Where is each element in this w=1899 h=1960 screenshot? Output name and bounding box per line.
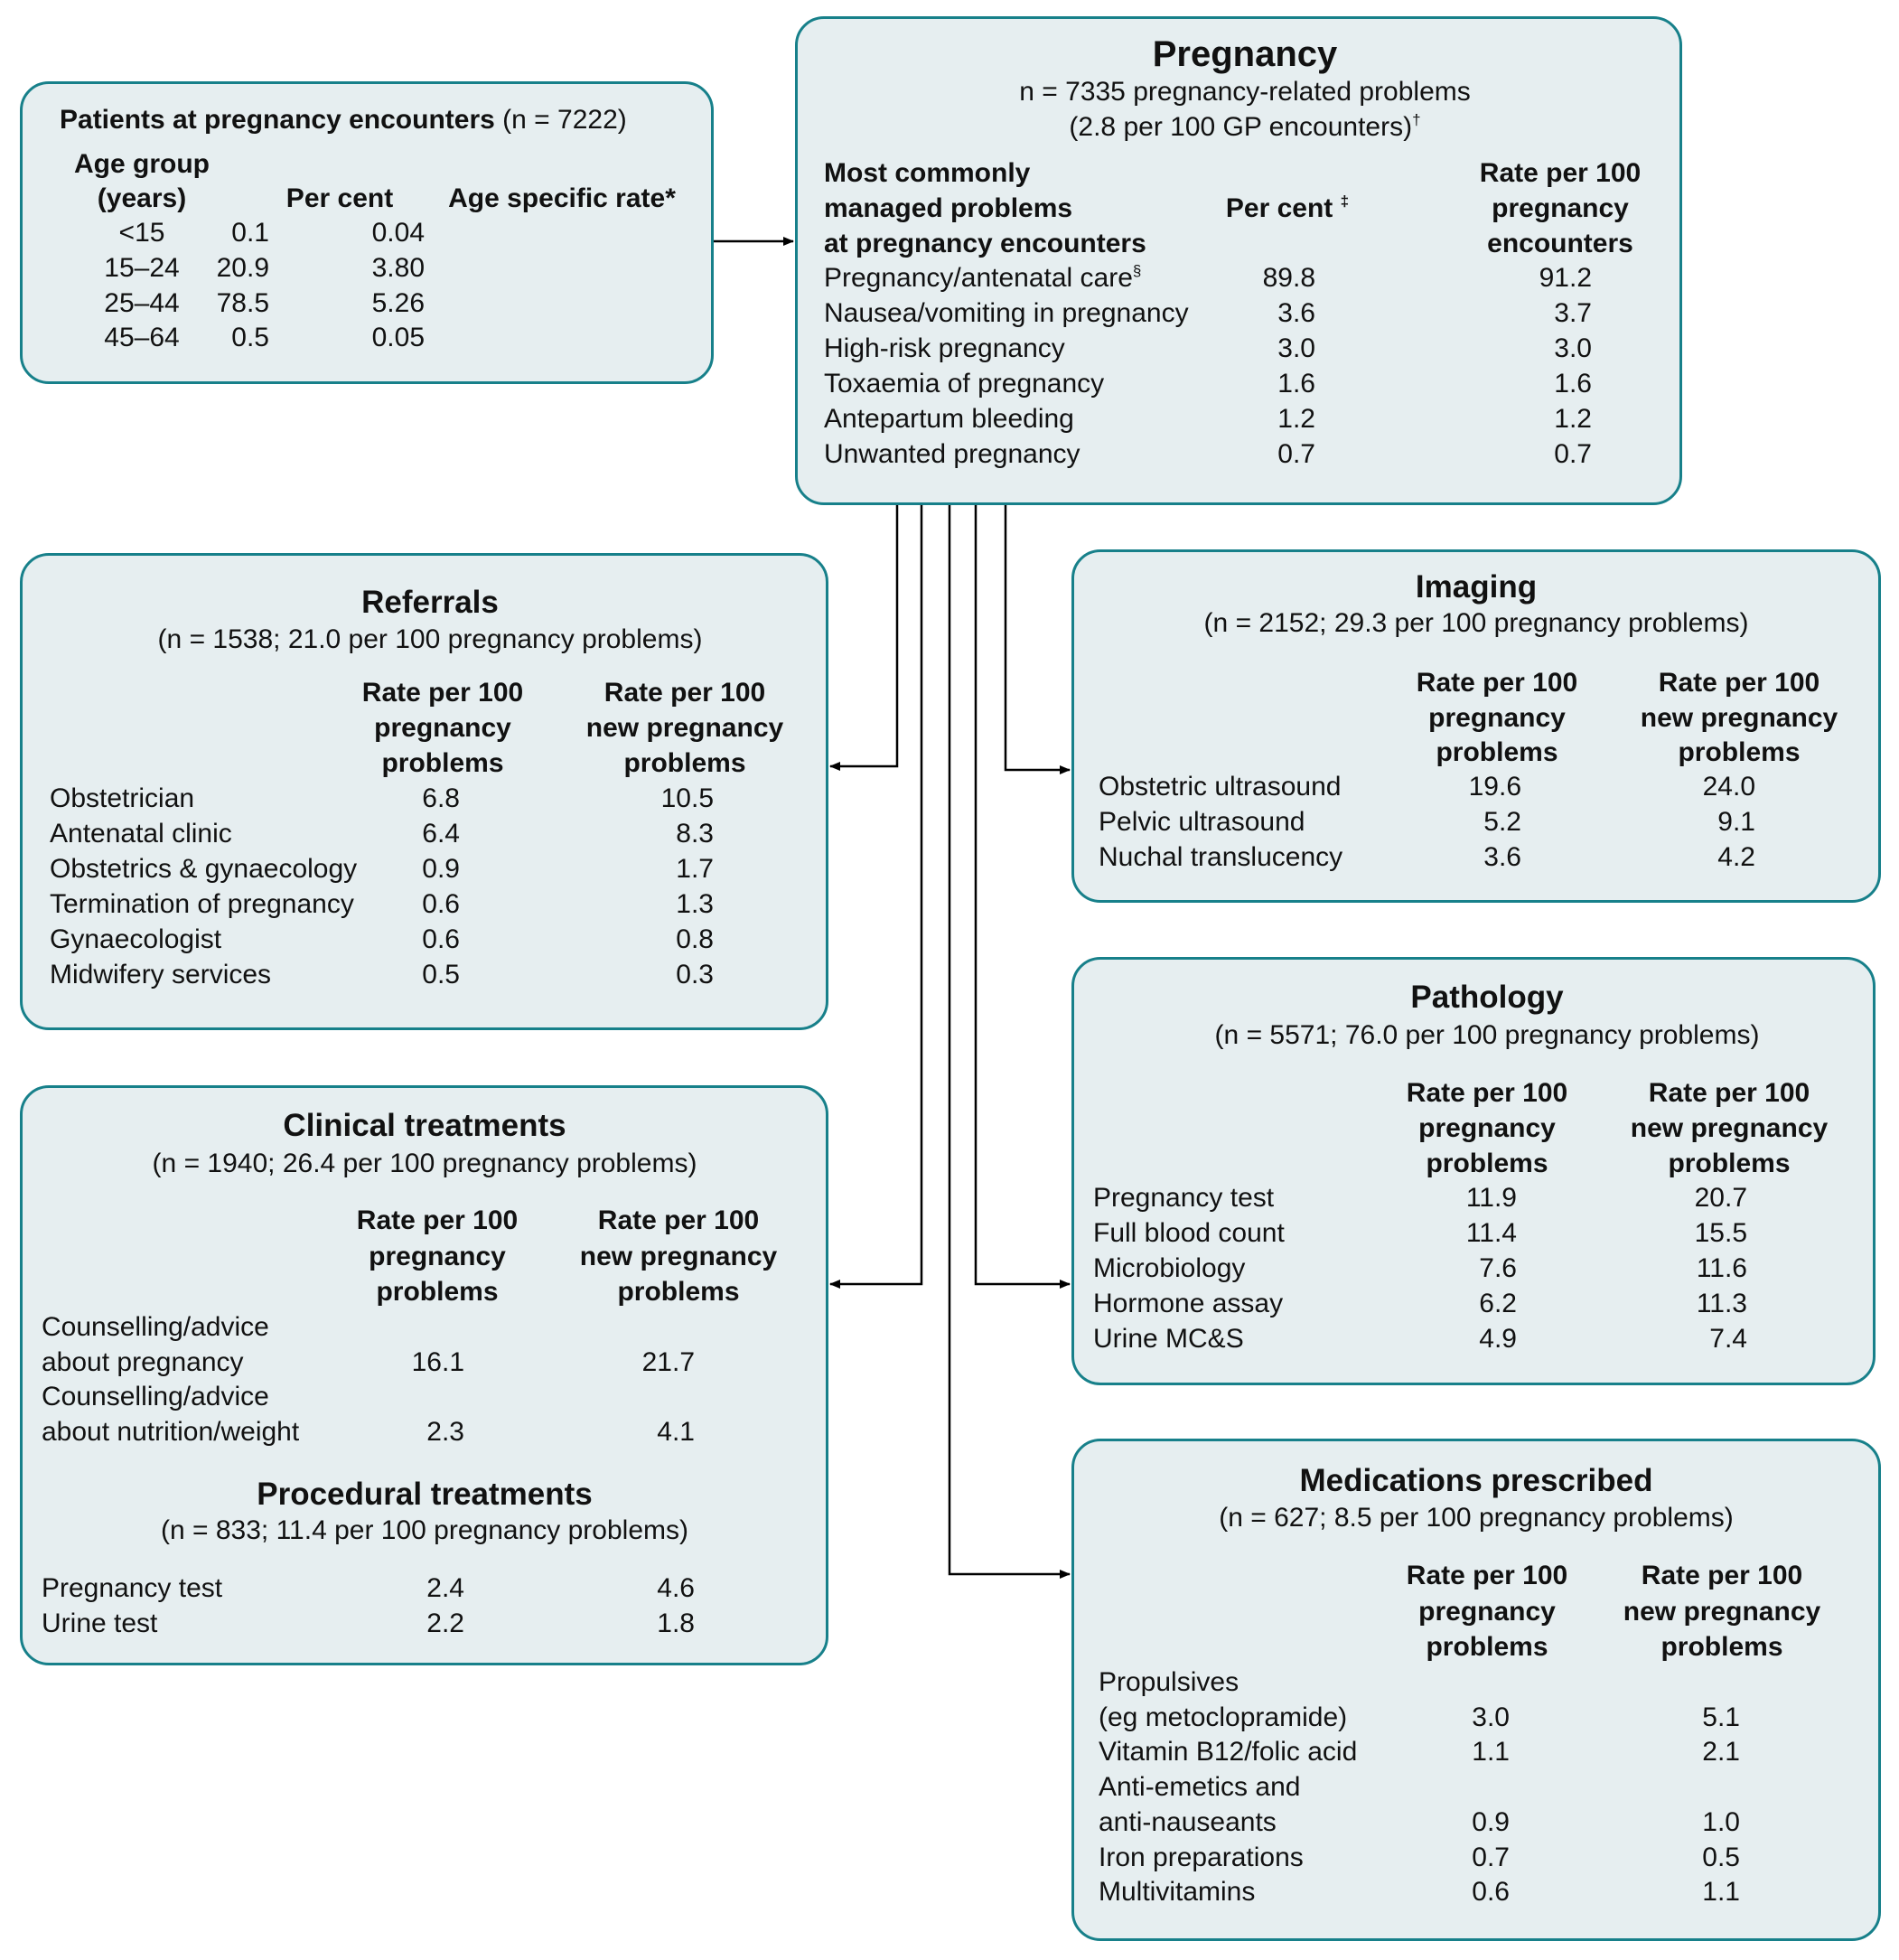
- medications-row-label: Vitamin B12/folic acid: [1099, 1737, 1358, 1768]
- referrals-rate-cell: 6.4: [422, 819, 460, 849]
- pathology-row-label: Pregnancy test: [1093, 1183, 1275, 1213]
- age-group-cell: <15: [118, 218, 165, 248]
- problem-label: [824, 332, 1065, 366]
- medications-row-label: Propulsives: [1099, 1667, 1239, 1697]
- problem-rate-cell: 3.0: [1554, 333, 1592, 363]
- medications-rate-cell: 0.7: [1472, 1842, 1510, 1872]
- clinical-rate-cell: 16.1: [411, 1346, 464, 1377]
- pathology-row-label: Urine MC&S: [1093, 1324, 1244, 1354]
- medications-row-label: anti-nauseants: [1099, 1806, 1277, 1837]
- age-group-cell: 25–44: [104, 288, 180, 318]
- medications-col1-header-line2: pregnancy: [1418, 1597, 1556, 1627]
- percent-header: Per cent: [285, 183, 394, 213]
- pathology-title: Pathology: [1410, 980, 1564, 1015]
- patients-title: [60, 103, 627, 137]
- medications-new-rate-cell: 1.1: [1702, 1877, 1740, 1908]
- clinical-col2-header-line3: problems: [617, 1277, 740, 1307]
- problem-label-text: High-risk pregnancy: [824, 333, 1065, 363]
- arrow-to-clinical-treatments: [830, 505, 921, 1284]
- pathology-rate-cell: 7.6: [1479, 1253, 1517, 1283]
- pathology-col1-header-line2: pregnancy: [1418, 1113, 1556, 1143]
- pathology-subtitle: (n = 5571; 76.0 per 100 pregnancy problems): [1214, 1020, 1760, 1050]
- imaging-new-rate-cell: 4.2: [1717, 842, 1755, 872]
- problems-header-line3: at pregnancy encounters: [824, 229, 1146, 258]
- medications-row-label: Anti-emetics and: [1099, 1772, 1301, 1803]
- referrals-row-label: Obstetrician: [50, 783, 195, 813]
- clinical-rate-cell: 2.3: [426, 1417, 464, 1448]
- pregnancy-rate-header-line1: Rate per 100: [1479, 158, 1642, 188]
- pathology-row-label: Hormone assay: [1093, 1289, 1284, 1318]
- procedural-rate-cell: 2.2: [426, 1608, 464, 1638]
- problem-percent-cell: 3.6: [1277, 298, 1315, 328]
- referrals-new-rate-cell: 0.3: [676, 960, 714, 989]
- medications-row-label: Iron preparations: [1099, 1842, 1304, 1872]
- age-years-header: (years): [97, 183, 187, 213]
- medications-new-rate-cell: 0.5: [1702, 1842, 1740, 1872]
- imaging-col2-header-line3: problems: [1678, 737, 1801, 767]
- pregnancy-title: Pregnancy: [1152, 34, 1338, 74]
- percent-cell: 78.5: [216, 288, 269, 318]
- age-rate-cell: 0.05: [371, 323, 425, 352]
- procedural-new-rate-cell: 1.8: [657, 1608, 695, 1638]
- medications-subtitle: (n = 627; 8.5 per 100 pregnancy problems): [1219, 1503, 1734, 1533]
- procedural-row-label: Urine test: [42, 1608, 158, 1638]
- double-dagger-footnote-mark: ‡: [1340, 192, 1350, 210]
- referrals-new-rate-cell: 1.3: [676, 889, 714, 919]
- medications-title: Medications prescribed: [1299, 1463, 1653, 1498]
- problem-label-text: Pregnancy/antenatal care: [824, 263, 1133, 293]
- referrals-new-rate-cell: 10.5: [660, 783, 714, 813]
- imaging-row-label: Obstetric ultrasound: [1099, 772, 1342, 802]
- problem-label: [824, 437, 1080, 472]
- pregnancy-subtitle-rate: [1069, 110, 1420, 145]
- pathology-new-rate-cell: 11.6: [1696, 1253, 1747, 1283]
- referrals-rate-cell: 0.6: [422, 889, 460, 919]
- problem-label: [824, 367, 1104, 401]
- percent-cell: 0.5: [231, 323, 269, 352]
- patients-title-text: Patients at pregnancy encounters: [60, 105, 495, 135]
- problem-label-text: Antepartum bleeding: [824, 404, 1074, 434]
- problems-header-line2: managed problems: [824, 193, 1073, 223]
- problem-percent-cell: 3.0: [1277, 333, 1315, 363]
- clinical-col1-header-line3: problems: [376, 1277, 499, 1307]
- pathology-rate-cell: 6.2: [1479, 1289, 1517, 1318]
- problem-percent-cell: 1.2: [1277, 404, 1315, 434]
- procedural-new-rate-cell: 4.6: [657, 1573, 695, 1603]
- age-rate-cell: 5.26: [371, 288, 425, 318]
- pathology-rate-cell: 4.9: [1479, 1324, 1517, 1354]
- clinical-treatments-subtitle: (n = 1940; 26.4 per 100 pregnancy problems): [152, 1149, 697, 1178]
- age-group-header: Age group: [74, 149, 210, 179]
- imaging-col1-header-line3: problems: [1436, 737, 1558, 767]
- problem-percent-cell: 0.7: [1277, 439, 1315, 469]
- medications-row-label: Multivitamins: [1099, 1877, 1256, 1908]
- pathology-new-rate-cell: 20.7: [1694, 1183, 1747, 1213]
- clinical-row-label: Counselling/advice: [42, 1312, 269, 1342]
- referrals-col2-header-line2: new pregnancy: [585, 713, 784, 743]
- procedural-rate-cell: 2.4: [426, 1573, 464, 1603]
- medications-rate-cell: 3.0: [1472, 1702, 1510, 1732]
- medications-rate-cell: 1.1: [1472, 1737, 1510, 1768]
- problems-header-line1: Most commonly: [824, 158, 1031, 188]
- medications-row-label: (eg metoclopramide): [1099, 1702, 1348, 1732]
- clinical-col2-header-line2: new pregnancy: [579, 1242, 778, 1271]
- referrals-col1-header-line1: Rate per 100: [361, 678, 524, 708]
- pathology-col2-header-line2: new pregnancy: [1630, 1113, 1829, 1143]
- problem-rate-cell: 91.2: [1539, 263, 1592, 293]
- imaging-new-rate-cell: 9.1: [1717, 807, 1755, 837]
- imaging-col1-header-line2: pregnancy: [1428, 703, 1566, 733]
- problem-label-text: Nausea/vomiting in pregnancy: [824, 298, 1189, 328]
- imaging-new-rate-cell: 24.0: [1702, 772, 1755, 802]
- age-rate-header: Age specific rate*: [448, 183, 676, 213]
- age-rate-cell: 3.80: [371, 253, 425, 283]
- pathology-col2-header-line1: Rate per 100: [1648, 1078, 1810, 1108]
- referrals-row-label: Gynaecologist: [50, 924, 222, 954]
- clinical-col1-header-line1: Rate per 100: [356, 1205, 519, 1235]
- pregnancy-percent-header: [1226, 192, 1349, 226]
- medications-col1-header-line1: Rate per 100: [1406, 1561, 1568, 1590]
- pathology-row-label: Microbiology: [1093, 1253, 1246, 1283]
- referrals-col2-header-line1: Rate per 100: [603, 678, 766, 708]
- pathology-col1-header-line3: problems: [1426, 1149, 1548, 1178]
- referrals-col2-header-line3: problems: [623, 748, 746, 778]
- problem-label-text: Toxaemia of pregnancy: [824, 369, 1105, 399]
- age-rate-cell: 0.04: [371, 218, 425, 248]
- pathology-new-rate-cell: 7.4: [1709, 1324, 1747, 1354]
- referrals-rate-cell: 6.8: [422, 783, 460, 813]
- referrals-subtitle: (n = 1538; 21.0 per 100 pregnancy problems): [157, 624, 703, 654]
- referrals-row-label: Obstetrics & gynaecology: [50, 854, 358, 884]
- pregnancy-rate-header-line2: pregnancy: [1492, 193, 1629, 223]
- imaging-col2-header-line1: Rate per 100: [1658, 668, 1820, 698]
- imaging-subtitle: (n = 2152; 29.3 per 100 pregnancy problems): [1203, 608, 1749, 638]
- arrow-to-imaging: [1006, 505, 1070, 770]
- imaging-rate-cell: 19.6: [1468, 772, 1521, 802]
- percent-cell: 0.1: [231, 218, 269, 248]
- pregnancy-percent-header-text: Per cent: [1225, 193, 1333, 223]
- referrals-title: Referrals: [361, 585, 499, 620]
- arrow-to-medications: [950, 505, 1070, 1574]
- pregnancy-rate-header-line3: encounters: [1487, 229, 1633, 258]
- problem-percent-cell: 89.8: [1262, 263, 1315, 293]
- procedural-treatments-title: Procedural treatments: [257, 1477, 593, 1512]
- percent-cell: 20.9: [216, 253, 269, 283]
- imaging-col2-header-line2: new pregnancy: [1640, 703, 1838, 733]
- referrals-rate-cell: 0.6: [422, 924, 460, 954]
- medications-new-rate-cell: 5.1: [1702, 1702, 1740, 1732]
- referrals-col1-header-line2: pregnancy: [374, 713, 511, 743]
- medications-col2-header-line3: problems: [1660, 1632, 1783, 1662]
- problem-label-text: Unwanted pregnancy: [824, 439, 1080, 469]
- dagger-footnote-mark: †: [1412, 111, 1421, 128]
- imaging-row-label: Nuchal translucency: [1099, 842, 1343, 872]
- pregnancy-subtitle-rate-text: (2.8 per 100 GP encounters): [1069, 112, 1413, 142]
- age-group-cell: 45–64: [104, 323, 180, 352]
- problem-rate-cell: 1.6: [1554, 369, 1592, 399]
- medications-new-rate-cell: 1.0: [1702, 1806, 1740, 1837]
- pathology-rate-cell: 11.9: [1465, 1183, 1517, 1213]
- age-group-cell: 15–24: [104, 253, 180, 283]
- clinical-new-rate-cell: 21.7: [641, 1346, 695, 1377]
- referrals-col1-header-line3: problems: [381, 748, 504, 778]
- pregnancy-subtitle: n = 7335 pregnancy-related problems: [1019, 77, 1471, 107]
- clinical-col1-header-line2: pregnancy: [369, 1242, 506, 1271]
- problem-label: [824, 402, 1074, 436]
- clinical-new-rate-cell: 4.1: [657, 1417, 695, 1448]
- medications-new-rate-cell: 2.1: [1702, 1737, 1740, 1768]
- medications-col2-header-line2: new pregnancy: [1623, 1597, 1821, 1627]
- section-footnote-mark: §: [1132, 262, 1142, 279]
- problem-rate-cell: 3.7: [1554, 298, 1592, 328]
- pathology-new-rate-cell: 15.5: [1694, 1218, 1747, 1248]
- medications-col2-header-line1: Rate per 100: [1641, 1561, 1803, 1590]
- clinical-row-label: about pregnancy: [42, 1346, 244, 1377]
- medications-col1-header-line3: problems: [1426, 1632, 1548, 1662]
- problem-rate-cell: 1.2: [1554, 404, 1592, 434]
- referrals-row-label: Termination of pregnancy: [50, 889, 354, 919]
- clinical-row-label: Counselling/advice: [42, 1382, 269, 1412]
- referrals-row-label: Antenatal clinic: [50, 819, 232, 849]
- pathology-row-label: Full blood count: [1093, 1218, 1285, 1248]
- referrals-new-rate-cell: 0.8: [676, 924, 714, 954]
- pathology-rate-cell: 11.4: [1465, 1218, 1517, 1248]
- procedural-treatments-subtitle: (n = 833; 11.4 per 100 pregnancy problems): [161, 1515, 688, 1545]
- procedural-row-label: Pregnancy test: [42, 1573, 223, 1603]
- problem-rate-cell: 0.7: [1554, 439, 1592, 469]
- clinical-treatments-title: Clinical treatments: [283, 1108, 566, 1143]
- problem-percent-cell: 1.6: [1277, 369, 1315, 399]
- clinical-col2-header-line1: Rate per 100: [597, 1205, 760, 1235]
- imaging-col1-header-line1: Rate per 100: [1416, 668, 1578, 698]
- referrals-rate-cell: 0.5: [422, 960, 460, 989]
- patients-title-n: (n = 7222): [502, 105, 627, 135]
- arrow-to-referrals: [830, 505, 897, 766]
- imaging-rate-cell: 3.6: [1483, 842, 1521, 872]
- imaging-row-label: Pelvic ultrasound: [1099, 807, 1305, 837]
- referrals-new-rate-cell: 8.3: [676, 819, 714, 849]
- arrow-to-pathology: [976, 505, 1070, 1284]
- pathology-new-rate-cell: 11.3: [1696, 1289, 1747, 1318]
- problem-label: [824, 261, 1141, 295]
- problem-label: [824, 296, 1189, 331]
- clinical-row-label: about nutrition/weight: [42, 1417, 300, 1448]
- imaging-rate-cell: 5.2: [1483, 807, 1521, 837]
- imaging-title: Imaging: [1415, 569, 1538, 605]
- pathology-col2-header-line3: problems: [1668, 1149, 1791, 1178]
- pathology-col1-header-line1: Rate per 100: [1406, 1078, 1568, 1108]
- medications-rate-cell: 0.9: [1472, 1806, 1510, 1837]
- referrals-new-rate-cell: 1.7: [676, 854, 714, 884]
- referrals-row-label: Midwifery services: [50, 960, 272, 989]
- referrals-rate-cell: 0.9: [422, 854, 460, 884]
- medications-rate-cell: 0.6: [1472, 1877, 1510, 1908]
